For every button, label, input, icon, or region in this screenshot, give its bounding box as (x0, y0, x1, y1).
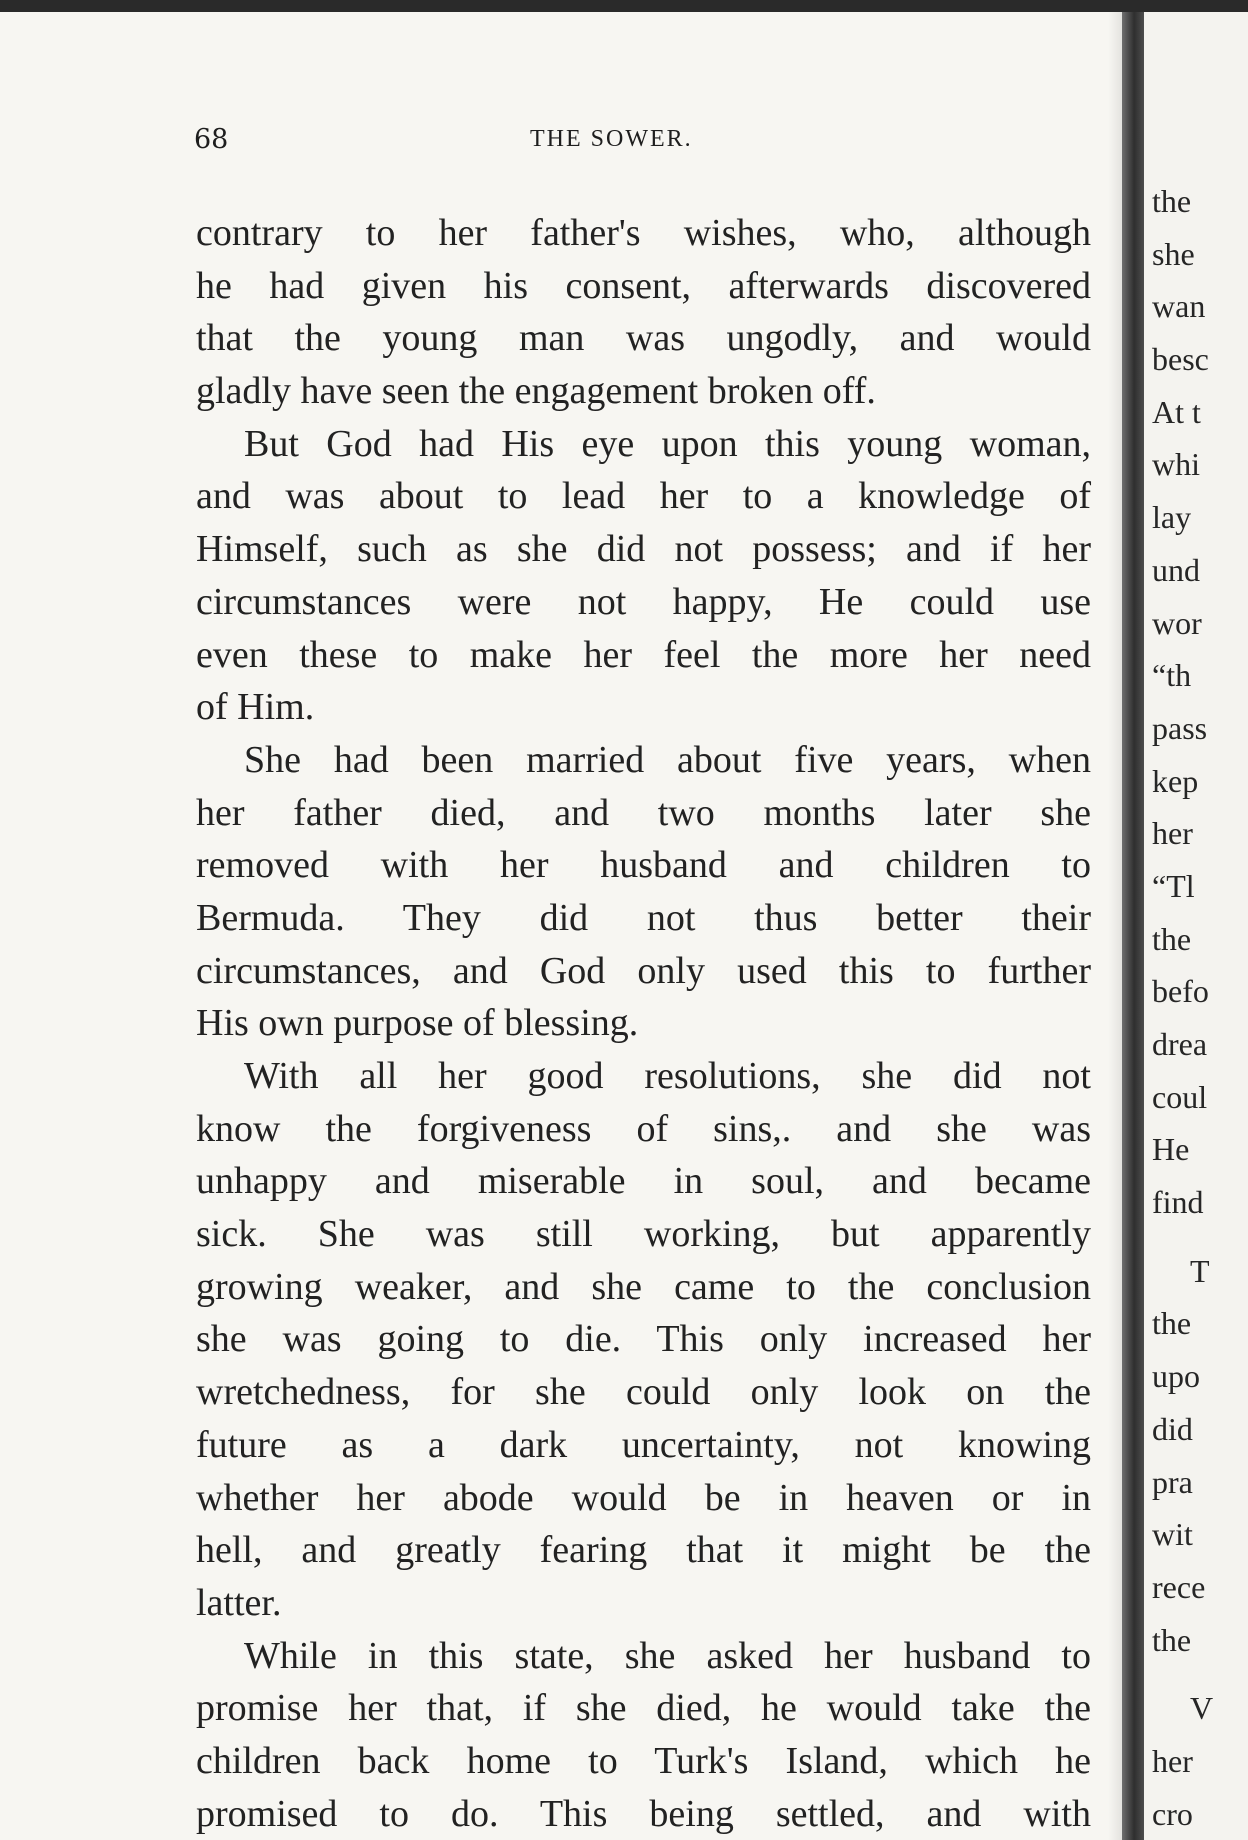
right-page-text (1152, 175, 1213, 1840)
right-page-line-fragment: lay (1152, 499, 1192, 536)
text-line: even these to make her feel the more her need (196, 633, 1091, 676)
right-page-line-fragment: wit (1152, 1516, 1193, 1553)
body-text (196, 207, 1091, 1840)
text-line: While in this state, she asked her husband to (244, 1634, 1091, 1677)
text-line: Bermuda. They did not thus better their (196, 896, 1091, 939)
text-line: removed with her husband and children to (196, 844, 1091, 887)
text-line: She had been married about five years, when (244, 738, 1091, 781)
right-page-line-fragment: the (1152, 1305, 1192, 1342)
text-line: sick. She was still working, but apparently (196, 1213, 1091, 1256)
right-page-line-fragment: und (1152, 551, 1200, 588)
text-line: His own purpose of blessing. (196, 1002, 639, 1045)
text-line: she was going to die. This only increased her (196, 1318, 1091, 1361)
text-line: children back home to Turk's Island, which he (196, 1739, 1091, 1782)
text-line: that the young man was ungodly, and would (196, 317, 1091, 360)
right-page-line-fragment: He (1152, 1131, 1190, 1168)
text-line: gladly have seen the engagement broken off. (196, 370, 876, 413)
text-line: wretchedness, for she could only look on the (196, 1371, 1091, 1414)
text-line: circumstances were not happy, He could use (196, 580, 1091, 623)
right-page-line-fragment: befo (1152, 973, 1209, 1010)
page-header: THE SOWER. (530, 126, 693, 152)
right-page-line-fragment: her (1152, 1742, 1193, 1779)
text-line: latter. (196, 1581, 282, 1624)
right-page-line-fragment: T (1190, 1252, 1210, 1289)
right-page-line-fragment: she (1152, 235, 1195, 272)
right-page-line-fragment: her (1152, 815, 1193, 852)
running-head (0, 124, 1122, 164)
text-line: and was about to lead her to a knowledge of (196, 475, 1091, 518)
book-gutter (1122, 12, 1144, 1840)
text-line: Himself, such as she did not possess; and if her (196, 528, 1091, 571)
text-line: future as a dark uncertainty, not knowing (196, 1423, 1091, 1466)
page-number: 68 (194, 124, 229, 155)
right-page-line-fragment: At t (1152, 393, 1201, 430)
right-page-line-fragment: upo (1152, 1358, 1200, 1395)
right-page-line-fragment: cro (1152, 1795, 1193, 1832)
right-page-line-fragment: besc (1152, 341, 1209, 378)
text-line: promised to do. This being settled, and with (196, 1792, 1091, 1835)
right-page-line-fragment: wan (1152, 288, 1206, 325)
right-page-line-fragment: “Tl (1152, 867, 1195, 904)
right-page-line-fragment: V (1190, 1690, 1214, 1727)
right-page-line-fragment: pass (1152, 709, 1208, 746)
text-line: of Him. (196, 686, 315, 729)
right-page-line-fragment: whi (1152, 446, 1200, 483)
text-line: But God had His eye upon this young woman, (244, 422, 1091, 465)
left-page (0, 12, 1122, 1840)
right-page-line-fragment: the (1152, 920, 1192, 957)
right-page-line-fragment: drea (1152, 1026, 1208, 1062)
text-line: he had given his consent, afterwards discovered (196, 264, 1091, 307)
right-page-line-fragment: did (1152, 1410, 1193, 1447)
text-line: whether her abode would be in heaven or in (196, 1476, 1091, 1519)
text-line: contrary to her father's wishes, who, although (196, 212, 1091, 254)
right-page-line-fragment: wor (1152, 604, 1202, 641)
right-page-line-fragment: find (1152, 1184, 1204, 1221)
right-page-line-fragment: pra (1152, 1463, 1193, 1500)
right-page-line-fragment: the (1152, 183, 1192, 219)
right-page-line-fragment: rece (1152, 1568, 1206, 1605)
right-page-line-fragment: the (1152, 1621, 1192, 1658)
text-line: With all her good resolutions, she did not (244, 1055, 1091, 1097)
text-line: circumstances, and God only used this to further (196, 949, 1091, 992)
right-page (1144, 12, 1248, 1840)
right-page-line-fragment: kep (1152, 762, 1199, 799)
right-page-line-fragment: coul (1152, 1078, 1208, 1115)
text-line: her father died, and two months later she (196, 791, 1091, 834)
text-line: growing weaker, and she came to the conclusion (196, 1265, 1091, 1308)
right-page-line-fragment: “th (1152, 657, 1192, 694)
text-line: promise her that, if she died, he would take the (196, 1687, 1091, 1730)
text-line: unhappy and miserable in soul, and became (196, 1160, 1091, 1203)
text-line: hell, and greatly fearing that it might be the (196, 1529, 1091, 1572)
text-line: know the forgiveness of sins,. and she was (196, 1107, 1091, 1150)
